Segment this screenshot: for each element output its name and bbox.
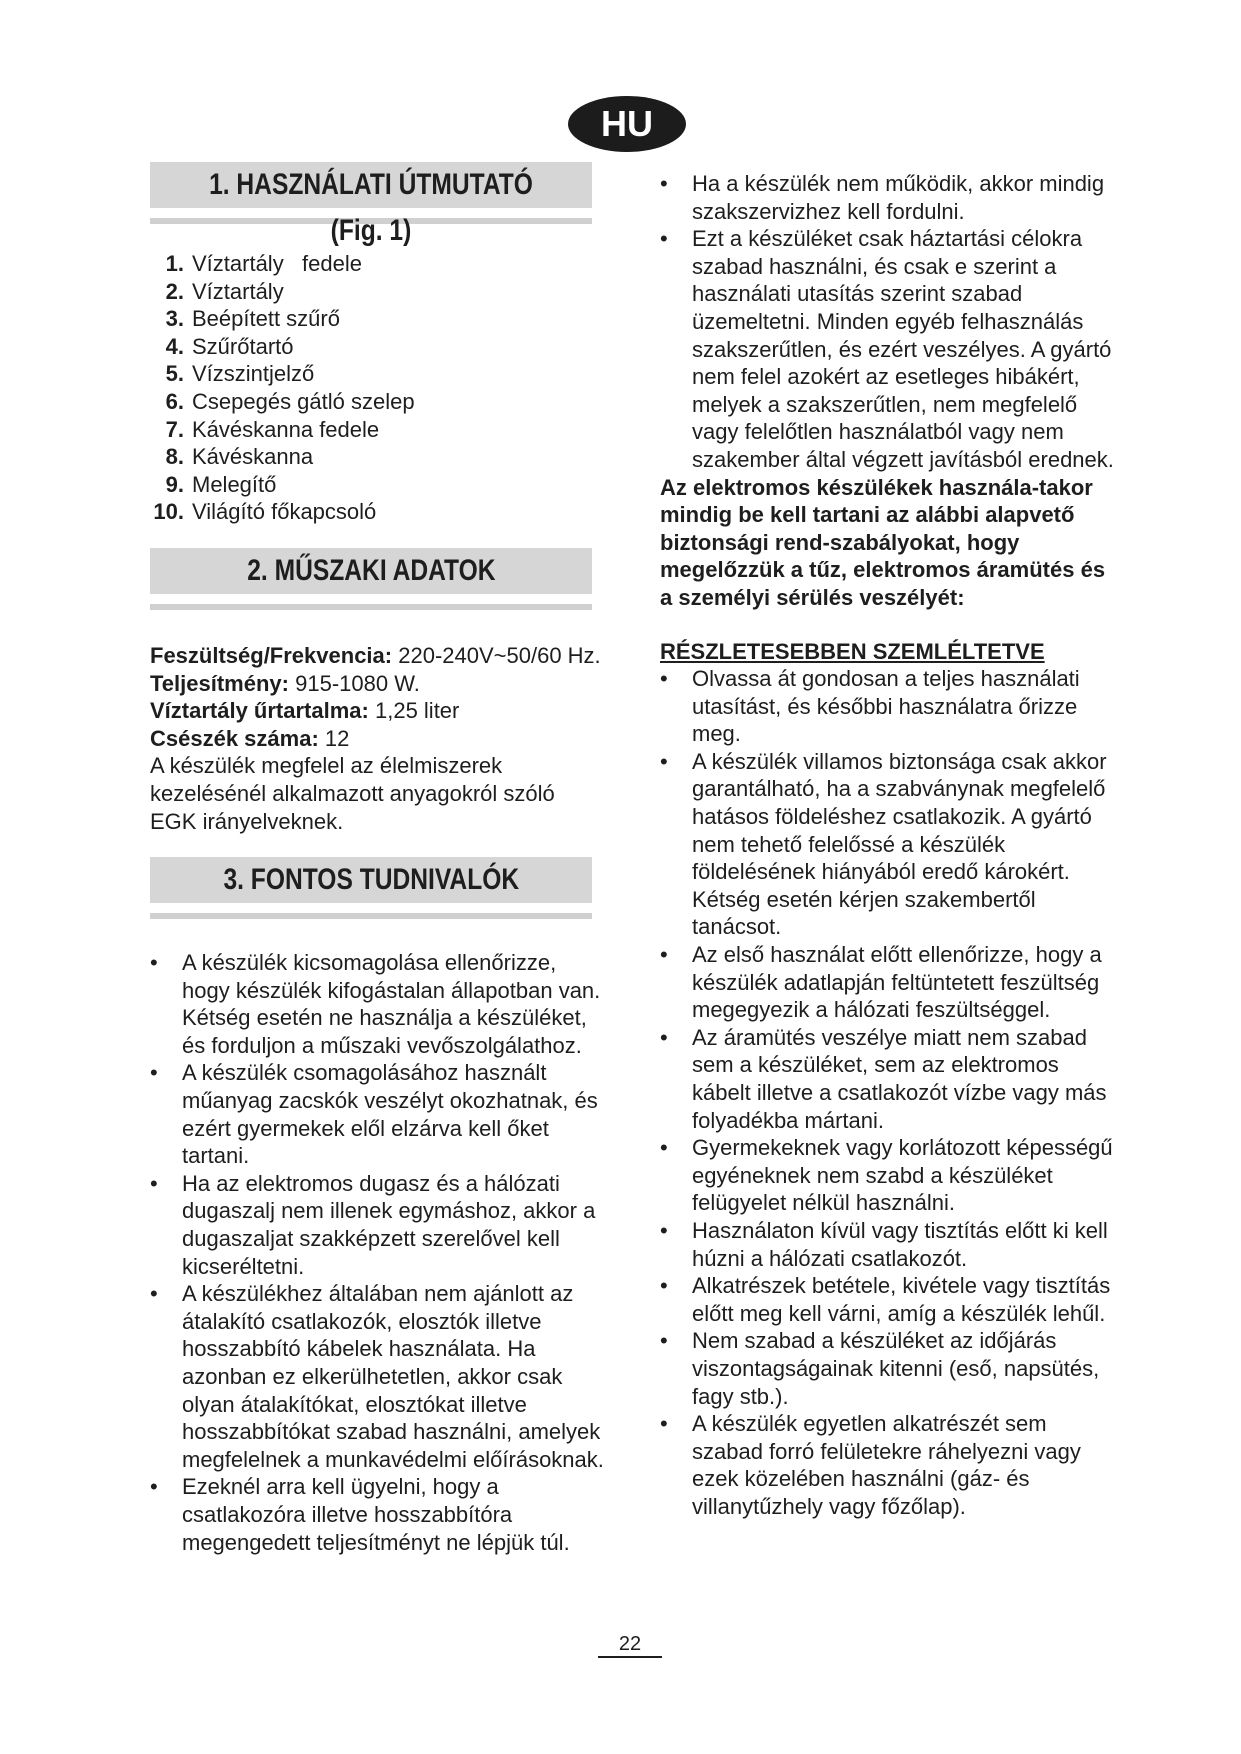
section-1-title: 1. HASZNÁLATI ÚTMUTATÓ (Fig. 1) <box>209 168 533 247</box>
spec-row <box>150 670 605 698</box>
part-number: 6. <box>165 388 184 414</box>
bullet-item: • A készülékhez általában nem ajánlott az átalakító csatlakozók, elosztók illetve hosszabbító kábelek használata. Ha azonban ez elkerülhetetlen, akkor csak olyan átalakítókat, elosztókat illetve hosszabbítókat szabad használni, amelyek megfelelnek a munkavédelmi előírásoknak. <box>150 1280 605 1473</box>
section-1-heading <box>150 162 592 247</box>
part-number: 8. <box>165 444 184 470</box>
compliance-note: A készülék megfelel az élelmiszerek kezelésénél alkalmazott anyagokról szóló EGK irányelveknek. <box>150 753 555 834</box>
part-label: Világító főkapcsoló <box>192 499 377 525</box>
part-number: 5. <box>165 361 184 387</box>
part-number: 2. <box>165 278 184 304</box>
part-number: 10. <box>153 499 184 525</box>
safety-list-right-bottom <box>660 665 1120 1520</box>
part-label: Víztartály <box>192 278 284 304</box>
section-3-heading <box>150 857 592 903</box>
right-column <box>660 170 1120 1521</box>
safety-bold-paragraph: Az elektromos készülékek használa-takor mindig be kell tartani az alábbi alapvető biztonsági rend-szabályokat, hogy megelőzzük a tűz, elektromos áramütés és a személyi sérülés veszélyét: <box>660 474 1106 610</box>
part-number: 7. <box>165 416 184 442</box>
section-3-rule <box>150 913 592 919</box>
part-number: 9. <box>165 471 184 497</box>
bullet-item: • Az első használat előtt ellenőrizze, hogy a készülék adatlapján feltüntetett feszültség megegyezik a hálózati feszültséggel. <box>660 941 1120 1024</box>
part-label: Melegítő <box>192 471 277 497</box>
spec-label: Feszültség/Frekvencia: <box>150 642 393 668</box>
spec-label: Víztartály űrtartalma: <box>150 698 369 724</box>
part-label: Vízszintjelző <box>192 361 315 387</box>
part-label: Beépített szűrő <box>192 306 340 332</box>
bullet-item: • A készülék kicsomagolása ellenőrizze, hogy készülék kifogástalan állapotban van. Kétség esetén ne használja a készüléket, és forduljon a műszaki vevőszolgálathoz. <box>150 949 605 1059</box>
part-item <box>150 250 605 278</box>
part-number: 4. <box>165 333 184 359</box>
specs <box>150 642 605 835</box>
part-item <box>150 443 605 471</box>
section-2-heading <box>150 548 592 594</box>
left-column <box>150 162 605 1556</box>
part-item <box>150 388 605 416</box>
bullet-item: • Gyermekeknek vagy korlátozott képességű egyéneknek nem szabd a készüléket felügyelet nélkül használni. <box>660 1134 1120 1217</box>
spec-label: Teljesítmény: <box>150 670 289 696</box>
part-number: 3. <box>165 306 184 332</box>
bullet-item: • Ha a készülék nem működik, akkor mindig szakszervizhez kell fordulni. <box>660 170 1120 225</box>
spec-list <box>150 642 605 752</box>
bullet-item: • Ha az elektromos dugasz és a hálózati dugaszalj nem illenek egymáshoz, akkor a dugaszaljat szakképzett szerelővel kell kicseréltetni. <box>150 1170 605 1280</box>
spec-row <box>150 642 605 670</box>
bullet-item: • A készülék csomagolásához használt műanyag zacskók veszélyt okozhatnak, és ezért gyermekek elől elzárva kell őket tartani. <box>150 1059 605 1169</box>
language-badge: HU <box>568 96 686 152</box>
part-label: Szűrőtartó <box>192 333 294 359</box>
spec-value: 220-240V~50/60 Hz. <box>398 642 601 668</box>
bullet-item: • Az áramütés veszélye miatt nem szabad sem a készüléket, sem az elektromos kábelt illetve a csatlakozót vízbe vagy más folyadékba mártani. <box>660 1024 1120 1134</box>
bullet-item: • A készülék egyetlen alkatrészét sem szabad forró felületekre ráhelyezni vagy ezek közelében használni (gáz- és villanytűzhely vagy főzőlap). <box>660 1410 1120 1520</box>
spec-row <box>150 697 605 725</box>
safety-list-left <box>150 949 605 1556</box>
part-item <box>150 360 605 388</box>
bullet-item: • A készülék villamos biztonsága csak akkor garantálható, ha a szabványnak megfelelő hatásos földeléshez csatlakozik. A gyártó nem tehető felelőssé a készülék földelésének hiányából eredő károkért. Kétség esetén kérjen szakembertől tanácsot. <box>660 748 1120 941</box>
detail-subheading: RÉSZLETESEBBEN SZEMLÉLTETVE <box>660 638 1045 664</box>
spec-value: 12 <box>324 725 350 751</box>
bullet-item: • Használaton kívül vagy tisztítás előtt ki kell húzni a hálózati csatlakozót. <box>660 1217 1120 1272</box>
part-label: Kávéskanna fedele <box>192 416 380 442</box>
bullet-item: • Nem szabad a készüléket az időjárás viszontagságainak kitenni (eső, napsütés, fagy stb.). <box>660 1327 1120 1410</box>
bullet-item: • Alkatrészek betétele, kivétele vagy tisztítás előtt meg kell várni, amíg a készülék lehűl. <box>660 1272 1120 1327</box>
spec-value: 915-1080 W. <box>295 670 420 696</box>
section-3-title: 3. FONTOS TUDNIVALÓK <box>223 863 519 897</box>
spec-label: Csészék száma: <box>150 725 319 751</box>
parts-list <box>150 250 605 526</box>
spec-value: 1,25 liter <box>374 698 460 724</box>
bullet-item: • Ezt a készüléket csak háztartási célokra szabad használni, és csak e szerint a használati utasítás szerint szabad üzemeltetni. Minden egyéb felhasználás szakszerűtlen, és ezért veszélyes. A gyártó nem felel azokért az esetleges hibákért, melyek a szakszerűtlen, nem megfelelő vagy felelőtlen használatból vagy nem szakember által végzett javításból erednek. <box>660 225 1120 473</box>
part-item <box>150 278 605 306</box>
part-item <box>150 471 605 499</box>
part-item <box>150 305 605 333</box>
section-2-title: 2. MŰSZAKI ADATOK <box>246 553 496 587</box>
spec-row <box>150 725 605 753</box>
part-item <box>150 333 605 361</box>
part-item <box>150 498 605 526</box>
part-label: Víztartály fedele <box>192 251 362 276</box>
section-2-rule <box>150 604 592 610</box>
safety-list-right-top <box>660 170 1120 474</box>
part-label: Kávéskanna <box>192 444 314 470</box>
part-item <box>150 416 605 444</box>
bullet-item: • Olvassa át gondosan a teljes használati utasítást, és későbbi használatra őrizze meg. <box>660 665 1120 748</box>
part-number: 1. <box>165 251 184 276</box>
part-label: Csepegés gátló szelep <box>192 388 415 414</box>
page-number: 22 <box>598 1632 662 1658</box>
bullet-item: • Ezeknél arra kell ügyelni, hogy a csatlakozóra illetve hosszabbítóra megengedett teljesítményt ne lépjük túl. <box>150 1473 605 1556</box>
